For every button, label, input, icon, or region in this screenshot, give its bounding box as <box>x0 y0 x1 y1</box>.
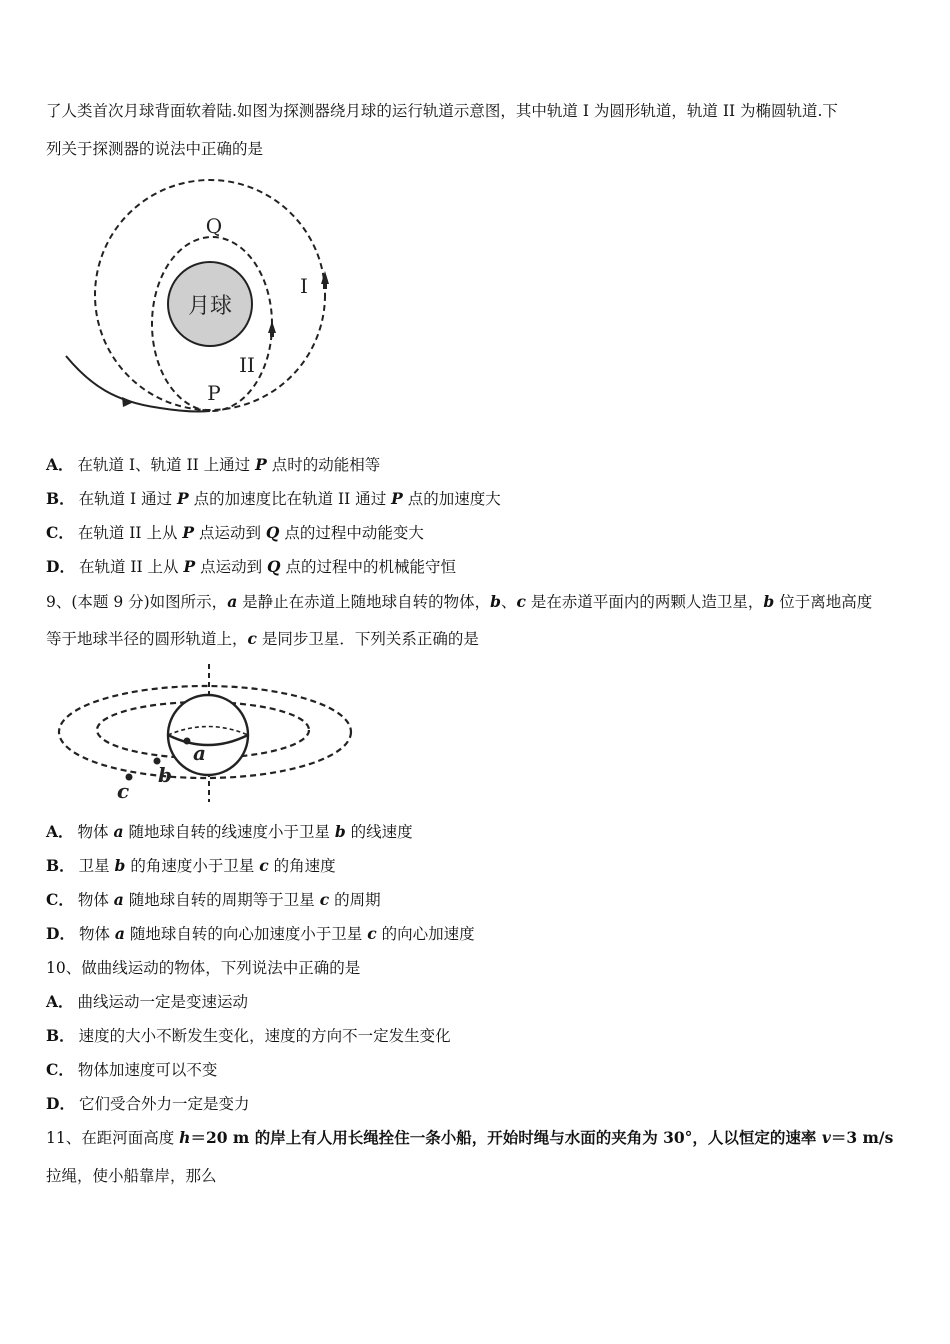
orbit-2-arrow-icon <box>268 321 276 333</box>
q9-option-a: A． 物体 a 随地球自转的线速度小于卫星 b 的线速度 <box>46 822 413 841</box>
q8-option-c: C． 在轨道 II 上从 P 点运动到 Q 点的过程中动能变大 <box>46 523 424 542</box>
q9-option-b: B． 卫星 b 的角速度小于卫星 c 的角速度 <box>46 856 336 875</box>
q10-option-b: B． 速度的大小不断发生变化，速度的方向不一定发生变化 <box>46 1026 451 1045</box>
q10-stem: 10、做曲线运动的物体，下列说法中正确的是 <box>46 959 361 977</box>
label-orbit-2: II <box>239 353 255 377</box>
label-a: a <box>193 741 206 765</box>
q9-stem-line2: 等于地球半径的圆形轨道上，c 是同步卫星．下列关系正确的是 <box>46 629 479 648</box>
label-P: P <box>207 381 221 405</box>
q10-option-a: A． 曲线运动一定是变速运动 <box>46 992 249 1011</box>
q11-stem-line1: 11、在距河面高度 h＝20 m 的岸上有人用长绳拴住一条小船，开始时绳与水面的夹角为 30°，人以恒定的速率 v＝3 m/s <box>46 1128 894 1147</box>
label-orbit-1: I <box>300 274 308 298</box>
label-Q: Q <box>205 214 223 238</box>
q10-option-c: C． 物体加速度可以不变 <box>46 1060 218 1079</box>
moon-label: 月球 <box>187 294 233 319</box>
q8-stem-line2: 列关于探测器的说法中正确的是 <box>46 140 264 158</box>
label-c: c <box>117 779 130 803</box>
earth-satellite-figure <box>50 660 360 805</box>
orbit-1-arrow-icon <box>321 271 329 284</box>
label-b: b <box>158 763 172 787</box>
q8-option-d: D． 在轨道 II 上从 P 点运动到 Q 点的过程中的机械能守恒 <box>46 557 456 576</box>
q9-option-c: C． 物体 a 随地球自转的周期等于卫星 c 的周期 <box>46 890 381 909</box>
q8-option-a: A． 在轨道 I、轨道 II 上通过 P 点时的动能相等 <box>46 455 381 474</box>
earth <box>168 695 248 775</box>
point-a <box>184 738 191 745</box>
q9-option-d: D． 物体 a 随地球自转的向心加速度小于卫星 c 的向心加速度 <box>46 924 475 943</box>
approach-arrow-icon <box>122 397 134 407</box>
q8-stem-line1: 了人类首次月球背面软着陆.如图为探测器绕月球的运行轨道示意图，其中轨道 I 为圆形轨道，轨道 II 为椭圆轨道.下 <box>46 102 838 120</box>
q10-option-d: D． 它们受合外力一定是变力 <box>46 1094 250 1113</box>
q8-option-b: B． 在轨道 I 通过 P 点的加速度比在轨道 II 通过 P 点的加速度大 <box>46 489 501 508</box>
q11-stem-line2: 拉绳，使小船靠岸，那么 <box>46 1167 217 1185</box>
q9-stem-line1: 9、(本题 9 分)如图所示，a 是静止在赤道上随地球自转的物体，b、c 是在赤道平面内的两颗人造卫星，b 位于离地高度 <box>46 592 873 611</box>
moon-orbit-figure <box>60 170 350 425</box>
